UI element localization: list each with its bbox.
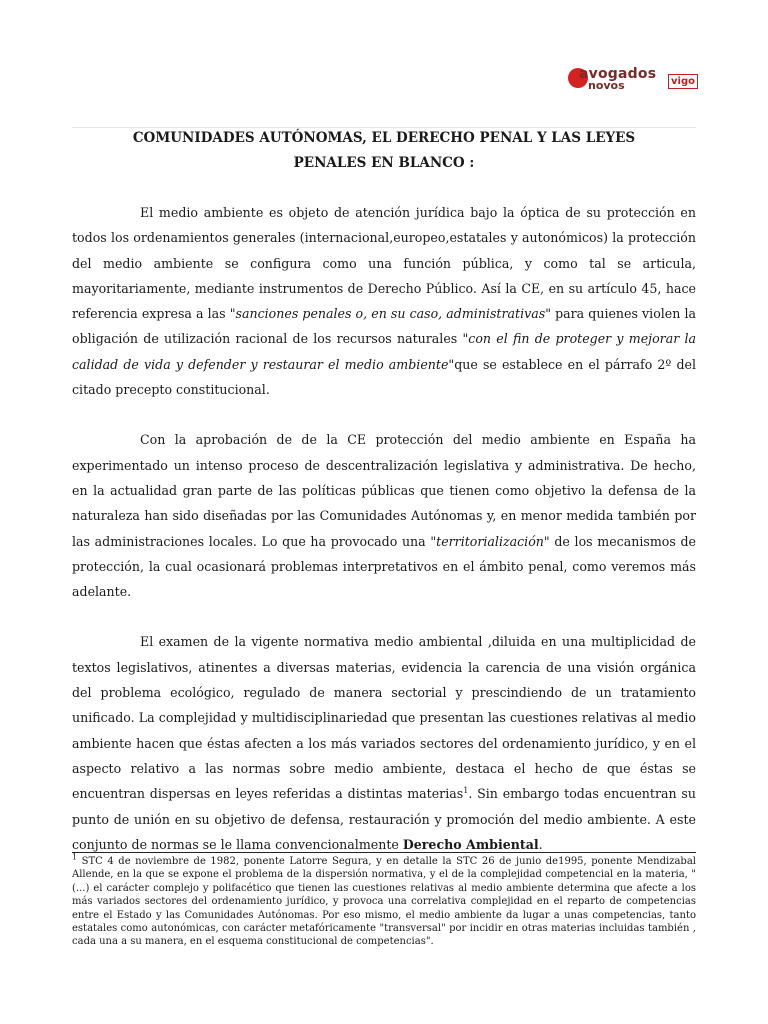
p1-quote-proteger: con el fin de proteger y mejorar la calidad de vida y defender y restaurar el medio ambiente (72, 331, 696, 372)
footnote-reference[interactable]: 1 (463, 786, 469, 796)
p3-text-c: . (538, 836, 543, 852)
footnote-1 (72, 852, 696, 949)
body-text (72, 200, 696, 857)
p3-text-a: El examen de la vigente normativa medio ambiental ,diluida en una multiplicidad de textos legislativos, atinentes a diversas materias, evidencia la carencia de una visión orgánica del problema ecológico, regulado de manera sectorial y prescindiendo de un tratamiento unificado. La complejidad y multidisciplinariedad que presentan las cuestiones relativas al medio ambiente hacen que éstas afecten a los más variados sectores del ordenamiento jurídico, y en el aspecto relativo a las normas sobre medio ambiente, destaca el hecho de que éstas se encuentran dispersas en leyes referidas a distintas materias (72, 634, 696, 802)
footnote-separator (72, 852, 696, 853)
p2-text-c: " de los mecanismos de protección, la cual ocasionará problemas interpretativos en el ámbito penal, como veremos más adelante. (72, 533, 697, 600)
p3-term-derecho-ambiental: Derecho Ambiental (402, 836, 539, 852)
p2-text-a: Con la aprobación de de la CE protección del medio ambiente en España ha experimentado un intenso proceso de descentralización legislativa y administrativa. De hecho, en la actualidad gran parte de las políticas públicas que tienen como objetivo la defensa de la naturaleza han sido diseñadas por las Comunidades Autónomas y, en menor medida también por las administraciones locales. Lo que ha provocado una " (72, 432, 696, 549)
logo (566, 66, 696, 98)
document-title (72, 126, 696, 176)
footnote-text: STC 4 de noviembre de 1982, ponente Latorre Segura, y en detalle la STC 26 de junio de1995, ponente Mendizabal Allende, en la que se expone el problema de la dispersión normativa, y el de la complejidad competencial en la materia, "(...) el carácter complejo y polifacético que tienen las cuestiones relativas al medio ambiente determina que afecte a los más variados sectores del ordenamiento jurídico, y provoca una correlativa complejidad en el reparto de competencias entre el Estado y las Comunidades Autónomas. Por eso mismo, el medio ambiente da lugar a unas competencias, tanto estatales como autonómicas, con carácter metafóricamente "transversal" por incidir en otras materias incluidas también , cada una a su manera, en el esquema constitucional de competencias". (72, 856, 696, 948)
paragraph-3 (72, 629, 696, 857)
title-line-2: PENALES EN BLANCO : (293, 155, 475, 171)
p2-quote-territorializacion: territorialización (436, 533, 544, 549)
paragraph-2 (72, 427, 696, 604)
paragraph-1 (72, 200, 696, 402)
footnote-number: 1 (72, 852, 78, 862)
logo-text-line2: novos (588, 79, 625, 92)
p1-text-e: "que se establece en el párrafo 2º del citado precepto constitucional. (72, 356, 696, 398)
p1-text-a: El medio ambiente es objeto de atención jurídica bajo la óptica de su protección en todos los ordenamientos generales (internacional,europeo,estatales y autonómicos) la protección del medio ambiente se configura como una función pública, y como tal se articula, mayoritariamente, mediante instrumentos de Derecho Público. Así la CE, en su artículo 45, hace referencia expresa a las " (72, 205, 696, 322)
p1-quote-sanciones: sanciones penales o, en su caso, administrativas (235, 306, 546, 322)
title-line-1: COMUNIDADES AUTÓNOMAS, EL DERECHO PENAL Y LAS LEYES (132, 130, 636, 146)
p1-text-c: " para quienes violen la obligación de utilización racional de los recursos naturales " (72, 306, 696, 347)
p3-text-b: . Sin embargo todas encuentran su punto de unión en su objetivo de defensa, restauración y promoción del medio ambiente. A este conjunto de normas se le llama convencionalmente (72, 786, 697, 852)
logo-badge: vigo (668, 74, 698, 89)
logo-text-line1: avogados (579, 66, 657, 82)
